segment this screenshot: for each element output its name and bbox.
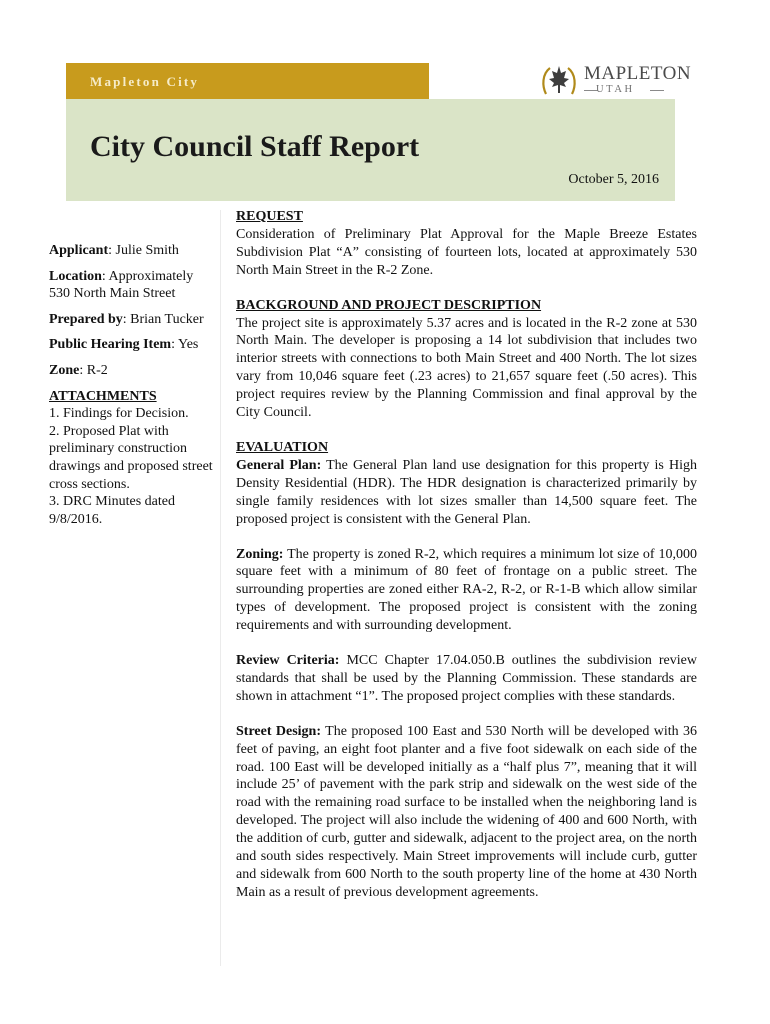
zoning-label: Zoning: [236, 546, 284, 562]
logo-rule-right [650, 90, 664, 91]
header-band [66, 63, 429, 99]
prepared-field [49, 311, 213, 329]
logo-sub: UTAH [596, 84, 635, 95]
zoning-section [236, 546, 697, 636]
title-band [66, 99, 675, 201]
street-section [236, 723, 697, 902]
street-label: Street Design: [236, 723, 322, 739]
attachments-list [49, 405, 213, 528]
street-text: The proposed 100 East and 530 North will be developed with 36 feet of paving, an eight foot planter and a five foot sidewalk on each side of the road. 100 East will be developed initially as a “half plus 7”, meaning that it will include 25’ of pavement with the park strip and sidewalk on the west side of the road with the remaining road surface to be installed when the neighboring land is developed. The project will also include the widening of 400 and 600 North, with the addition of curb, gutter and sidewalk, adjacent to the project area, on the north and south sides respectively. Main Street improvements will include curb, gutter and sidewalk from 600 North to the south property line of the home at 430 North Main as a result of previous development agreements. [236, 723, 698, 900]
report-date: October 5, 2016 [568, 172, 659, 187]
applicant-value: : Julie Smith [108, 243, 179, 258]
applicant-field [49, 242, 213, 260]
attachment-item: 1. Findings for Decision. [49, 406, 189, 422]
attachments-heading: ATTACHMENTS [49, 388, 157, 404]
logo-name: MAPLETON [584, 63, 692, 84]
band-label: Mapleton City [90, 74, 200, 89]
hearing-value: : Yes [171, 337, 199, 353]
applicant-label: Applicant [49, 243, 109, 258]
zone-value: : R-2 [79, 362, 108, 378]
review-label: Review Criteria: [236, 653, 340, 669]
location-label: Location [49, 268, 102, 284]
general-plan-label: General Plan: [236, 457, 322, 473]
review-section [236, 652, 697, 706]
sidebar [49, 242, 213, 528]
background-section [236, 297, 697, 422]
review-text: MCC Chapter 17.04.050.B outlines the subdivision review standards that shall be used by the Planning Commission. These standards are shown in attachment “1”. The proposed project complies with these standards. [236, 653, 697, 704]
location-value: : Approximately 530 North Main Street [49, 268, 194, 302]
zone-label: Zone [49, 362, 80, 378]
hearing-label: Public Hearing Item [49, 337, 172, 353]
prepared-label: Prepared by [49, 311, 123, 327]
attachment-item: 2. Proposed Plat with preliminary construction drawings and proposed street cross sections. [49, 423, 213, 492]
evaluation-heading: EVALUATION [236, 439, 329, 455]
report-body [236, 208, 697, 902]
general-plan-text: The General Plan land use designation for this property is High Density Residential (HDR). The HDR designation is characterized primarily by single family residences with lot sizes smaller than 14,500 square feet. The proposed project is consistent with the General Plan. [236, 457, 697, 527]
request-heading: REQUEST [236, 209, 303, 224]
prepared-value: : Brian Tucker [122, 311, 204, 327]
general-plan-section [236, 439, 697, 529]
attachment-item: 3. DRC Minutes dated 9/8/2016. [49, 494, 175, 527]
mapleton-logo [538, 60, 692, 104]
background-text: The project site is approximately 5.37 acres and is located in the R-2 zone at 530 North Main. The developer is proposing a 14 lot subdivision that includes two interior streets with connections to both Main Street and 400 North. The lot sizes vary from 10,046 square feet (.23 acres) to 21,657 square feet (.50 acres). This project requires review by the Planning Commission and final approval by the City Council. [236, 315, 697, 421]
maple-leaf-icon [538, 60, 580, 104]
zoning-text: The property is zoned R-2, which requires a minimum lot size of 10,000 square feet with a minimum of 80 feet of frontage on a public street. The surrounding properties are zoned either RA-2, R-2, or R-1-B which allow similar types of development. The proposed project is consistent with the zoning requirements and with surrounding development. [236, 546, 697, 634]
hearing-field [49, 336, 213, 354]
request-text: Consideration of Preliminary Plat Approval for the Maple Breeze Estates Subdivision Plat “A” consisting of fourteen lots, located at approximately 530 North Main Street in the R-2 Zone. [236, 226, 697, 278]
zone-field [49, 362, 213, 380]
column-divider [220, 210, 221, 966]
location-field [49, 268, 213, 303]
request-section [236, 208, 697, 280]
page-title: City Council Staff Report [90, 130, 420, 163]
background-heading: BACKGROUND AND PROJECT DESCRIPTION [236, 297, 542, 313]
